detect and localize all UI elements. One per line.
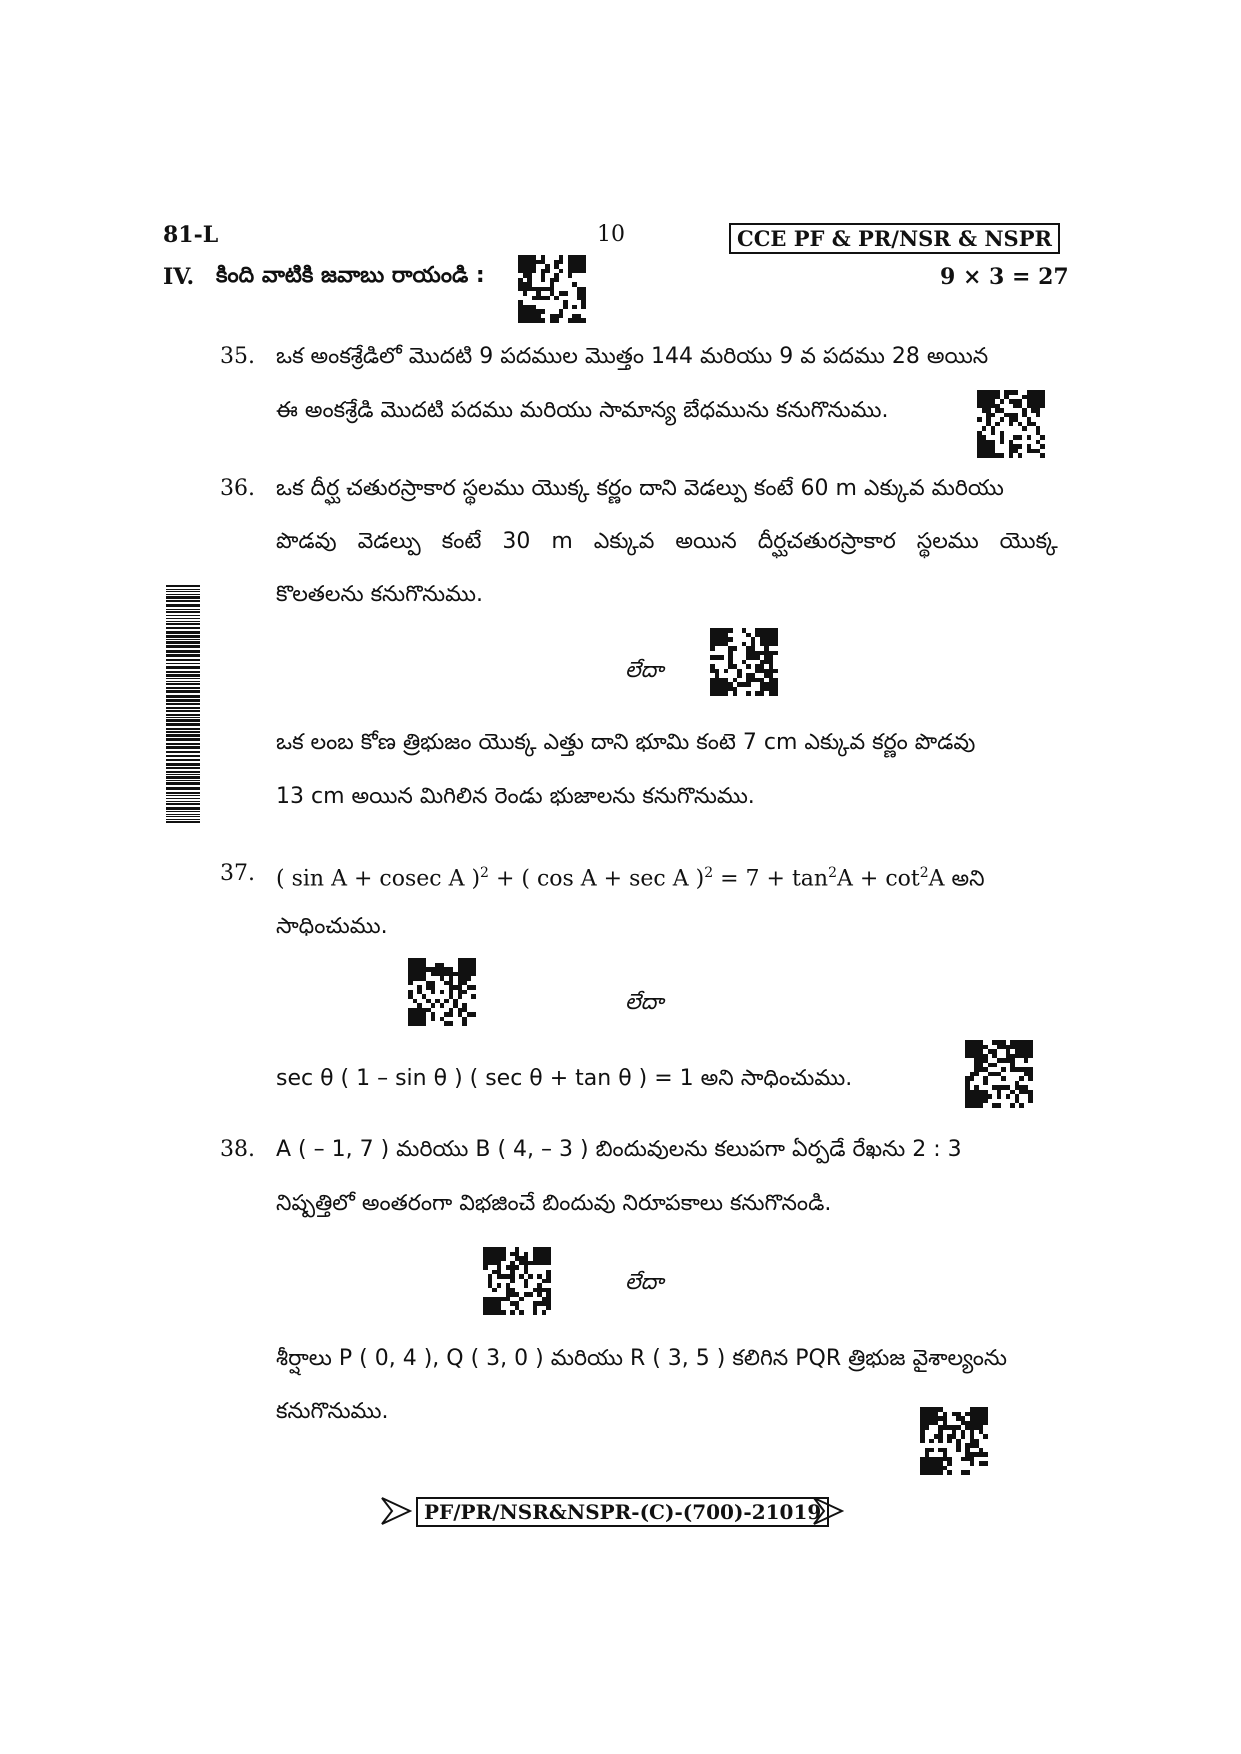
q37-expr-part-2: + ( cos A + sec A )	[488, 866, 705, 892]
section-instruction: కింది వాటికి జవాబు రాయండి :	[216, 263, 485, 288]
q37-expr-part-5: A అని	[928, 866, 985, 892]
qr-code-icon[interactable]	[710, 628, 778, 696]
q37-exp-4: 2	[919, 865, 929, 881]
section-marks: 9 × 3 = 27	[940, 264, 1069, 290]
barcode-icon	[166, 585, 200, 830]
or-label-37: లేదా	[625, 990, 664, 1015]
q38-alt-line-2: కనుగొనుము.	[276, 1399, 389, 1424]
question-number-37: 37.	[220, 861, 255, 886]
right-arrow-icon	[812, 1495, 844, 1527]
q37-expression	[276, 858, 985, 894]
q38-line-1: A ( – 1, 7 ) మరియు B ( 4, – 3 ) బిందువులను కలుపగా ఏర్పడే రేఖను 2 : 3	[276, 1137, 962, 1162]
q38-alt-line-1: శీర్షాలు P ( 0, 4 ), Q ( 3, 0 ) మరియు R ( 3, 5 ) కలిగిన PQR త్రిభుజ వైశాల్యంను	[276, 1346, 1007, 1371]
q36-line-3: కొలతలను కనుగొనుము.	[276, 582, 484, 607]
q37-expr-part-3: = 7 + tan	[713, 866, 829, 892]
q35-line-1: ఒక అంకశ్రేడిలో మొదటి 9 పదముల మొత్తం 144 మరియు 9 వ పదము 28 అయిన	[276, 344, 989, 369]
left-arrow-icon	[380, 1495, 412, 1527]
qr-code-icon[interactable]	[920, 1407, 988, 1475]
question-number-38: 38.	[220, 1137, 255, 1162]
qr-code-icon[interactable]	[408, 958, 476, 1026]
page-number: 10	[597, 222, 625, 247]
section-label: IV.	[163, 264, 195, 290]
q37-line-2: సాధించుము.	[276, 914, 388, 939]
series-box: CCE PF & PR/NSR & NSPR	[729, 223, 1060, 254]
q37-exp-2: 2	[704, 865, 714, 881]
q37-alt-line-1: sec θ ( 1 – sin θ ) ( sec θ + tan θ ) = 1 అని సాధించుము.	[276, 1066, 853, 1091]
or-label-38: లేదా	[625, 1270, 664, 1295]
qr-code-icon[interactable]	[483, 1247, 551, 1315]
q37-expr-part-1: ( sin A + cosec A )	[276, 866, 481, 892]
qr-code-icon[interactable]	[965, 1040, 1033, 1108]
q37-expr-part-4: A + cot	[837, 866, 920, 892]
q36-alt-line-1: ఒక లంబ కోణ త్రిభుజం యొక్క ఎత్తు దాని భూమి కంటె 7 cm ఎక్కువ కర్ణం పొడవు	[276, 730, 976, 755]
q37-exp-1: 2	[480, 865, 489, 881]
qr-code-icon[interactable]	[977, 390, 1045, 458]
qr-code-icon[interactable]	[518, 255, 586, 323]
q35-line-2: ఈ అంకశ్రేడి మొదటి పదము మరియు సామాన్య బేధమును కనుగొనుము.	[276, 398, 889, 423]
q38-line-2: నిష్పత్తిలో అంతరంగా విభజించే బిందువు నిరూపకాలు కనుగొనండి.	[276, 1191, 832, 1216]
or-label-36: లేదా	[625, 658, 664, 683]
q36-line-1: ఒక దీర్ఘ చతురస్రాకార స్థలము యొక్క కర్ణం దాని వెడల్పు కంటే 60 m ఎక్కువ మరియు	[276, 476, 1004, 501]
footer-code: PF/PR/NSR&NSPR-(C)-(700)-21019	[416, 1497, 829, 1527]
question-number-36: 36.	[220, 476, 255, 501]
paper-code: 81-L	[163, 222, 219, 248]
question-number-35: 35.	[220, 344, 255, 369]
q37-exp-3: 2	[828, 865, 838, 881]
q36-alt-line-2: 13 cm అయిన మిగిలిన రెండు భుజాలను కనుగొనుము.	[276, 784, 755, 809]
q36-line-2: పొడవు వెడల్పు కంటే 30 m ఎక్కువ అయిన దీర్ఘచతురస్రాకార స్థలము యొక్క	[276, 529, 1058, 554]
